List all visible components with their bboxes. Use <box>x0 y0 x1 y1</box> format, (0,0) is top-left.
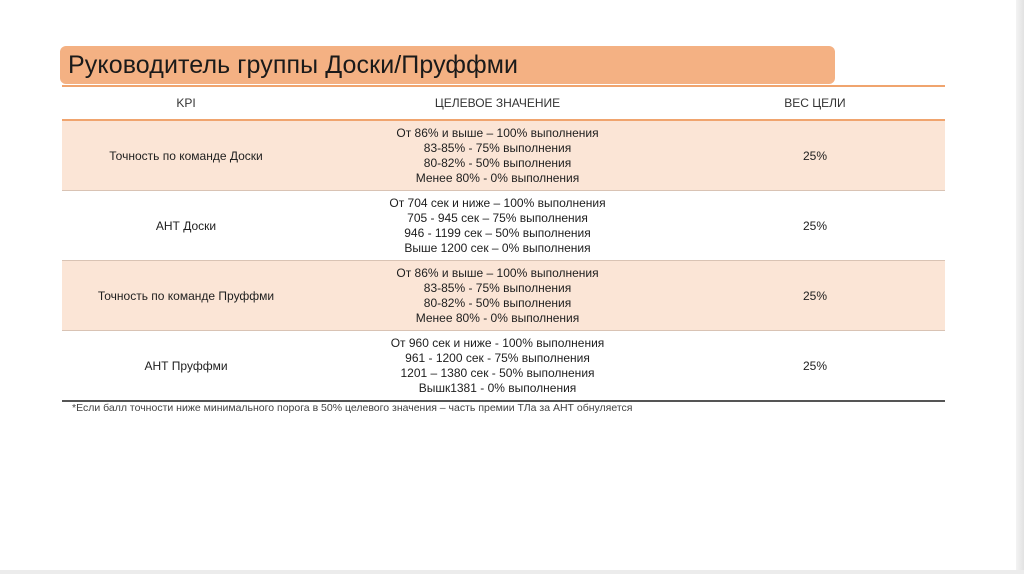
target-line: 961 - 1200 сек - 75% выполнения <box>405 350 590 365</box>
target-line: 80-82% - 50% выполнения <box>423 295 572 310</box>
kpi-name: АНТ Пруффми <box>62 331 310 402</box>
table-row <box>62 191 945 261</box>
target-values <box>310 331 685 402</box>
slide-bottom-edge <box>0 570 1024 574</box>
target-line: Вышк1381 - 0% выполнения <box>418 380 577 395</box>
goal-weight: 25% <box>685 191 945 261</box>
header-target-value: ЦЕЛЕВОЕ ЗНАЧЕНИЕ <box>310 86 685 120</box>
target-line: От 704 сек и ниже – 100% выполнения <box>389 195 606 210</box>
target-line: 83-85% - 75% выполнения <box>423 140 572 155</box>
kpi-name: АНТ Доски <box>62 191 310 261</box>
footnote: *Если балл точности ниже минимального порога в 50% целевого значения – часть премии ТЛа за АНТ обнуляется <box>72 402 633 414</box>
table-row <box>62 120 945 191</box>
goal-weight: 25% <box>685 331 945 402</box>
table-row <box>62 261 945 331</box>
table-row <box>62 331 945 402</box>
target-line: Выше 1200 сек – 0% выполнения <box>404 240 591 255</box>
target-line: Менее 80% - 0% выполнения <box>415 310 580 325</box>
page-title: Руководитель группы Доски/Пруффми <box>68 50 519 79</box>
target-line: От 86% и выше – 100% выполнения <box>396 125 599 140</box>
kpi-name: Точность по команде Доски <box>62 120 310 191</box>
target-line: 946 - 1199 сек – 50% выполнения <box>404 225 591 240</box>
target-values <box>310 120 685 191</box>
target-line: 83-85% - 75% выполнения <box>423 280 572 295</box>
target-line: Менее 80% - 0% выполнения <box>415 170 580 185</box>
kpi-table <box>62 85 945 402</box>
target-values <box>310 191 685 261</box>
table-header-row <box>62 86 945 120</box>
goal-weight: 25% <box>685 120 945 191</box>
header-goal-weight: ВЕС ЦЕЛИ <box>685 86 945 120</box>
target-line: 80-82% - 50% выполнения <box>423 155 572 170</box>
target-line: От 960 сек и ниже - 100% выполнения <box>390 335 605 350</box>
slide-edge-shadow <box>1016 0 1024 574</box>
header-kpi: KPI <box>62 86 310 120</box>
kpi-name: Точность по команде Пруффми <box>62 261 310 331</box>
target-line: От 86% и выше – 100% выполнения <box>396 265 599 280</box>
goal-weight: 25% <box>685 261 945 331</box>
title-bar <box>60 46 835 84</box>
target-values <box>310 261 685 331</box>
target-line: 705 - 945 сек – 75% выполнения <box>407 210 588 225</box>
target-line: 1201 – 1380 сек - 50% выполнения <box>400 365 595 380</box>
